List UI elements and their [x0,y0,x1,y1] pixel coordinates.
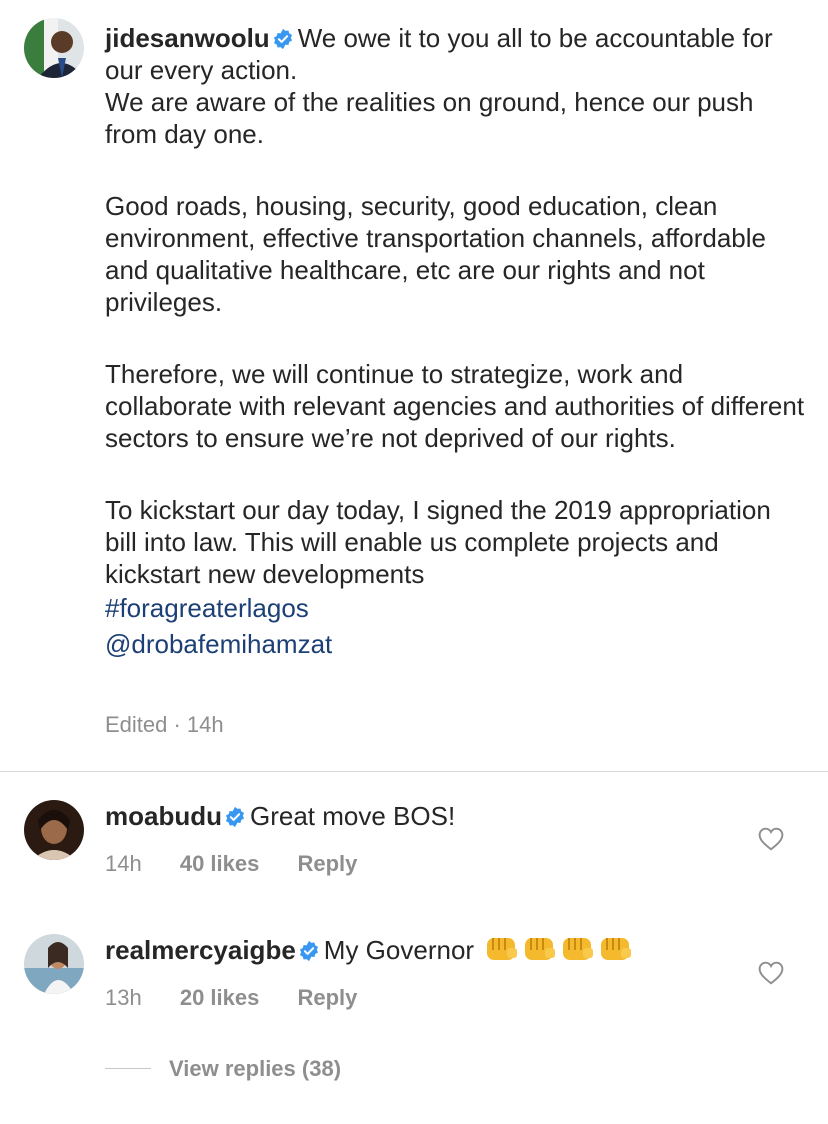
heart-outline-icon[interactable] [758,961,784,985]
comment-text-row [105,800,455,832]
comment-time: 14h [105,851,142,876]
caption-paragraph: To kickstart our day today, I signed the 2019 appropriation bill into law. This will enable us complete projects and kickstart new developments [105,495,771,589]
caption-paragraph: Therefore, we will continue to strategize, work and collaborate with relevant agencies and authorities of different sectors to ensure we’re not deprived of our rights. [105,359,805,453]
divider [105,1068,151,1069]
caption-paragraph: We are aware of the realities on ground, hence our push from day one. [105,87,754,149]
heart-outline-icon[interactable] [758,827,784,851]
comment-avatar[interactable] [24,934,84,994]
caption-edited-time: Edited · 14h [105,712,224,737]
oncoming-fist-emoji [599,934,633,964]
verified-badge-icon [272,28,294,50]
caption-author-avatar[interactable] [24,18,84,78]
oncoming-fist-emoji [523,934,557,964]
verified-badge-icon [224,806,246,828]
comment-text: My Governor [323,935,475,965]
comment-text-row [105,934,633,966]
comment-reply-button[interactable]: Reply [297,985,358,1010]
comment-meta [105,851,357,877]
caption-first-paragraph [105,22,805,86]
comment-username[interactable]: moabudu [105,801,222,831]
caption-username[interactable]: jidesanwoolu [105,23,270,53]
comment-username[interactable]: realmercyaigbe [105,935,296,965]
comment-likes[interactable]: 20 likes [179,985,260,1010]
comment-text: Great move BOS! [250,801,456,831]
comment-avatar[interactable] [24,800,84,860]
caption-body [105,22,805,662]
comment-likes[interactable]: 40 likes [179,851,260,876]
view-replies-label: View replies (38) [169,1056,342,1081]
comment-meta [105,985,357,1011]
caption-paragraph: Good roads, housing, security, good education, clean environment, effective transportation channels, affordable and qualitative healthcare, etc are our rights and not privileges. [105,191,767,317]
mention-link[interactable]: @drobafemihamzat [105,629,333,659]
verified-badge-icon [298,940,320,962]
divider [0,771,828,772]
hashtag-link[interactable]: #foragreaterlagos [105,593,309,623]
comment-time: 13h [105,985,142,1010]
oncoming-fist-emoji [485,934,519,964]
comment-reply-button[interactable]: Reply [297,851,358,876]
oncoming-fist-emoji [561,934,595,964]
caption-text-line-1: We owe it to you all to be accountable for our every action. [105,23,773,85]
view-replies-button[interactable] [105,1056,341,1082]
